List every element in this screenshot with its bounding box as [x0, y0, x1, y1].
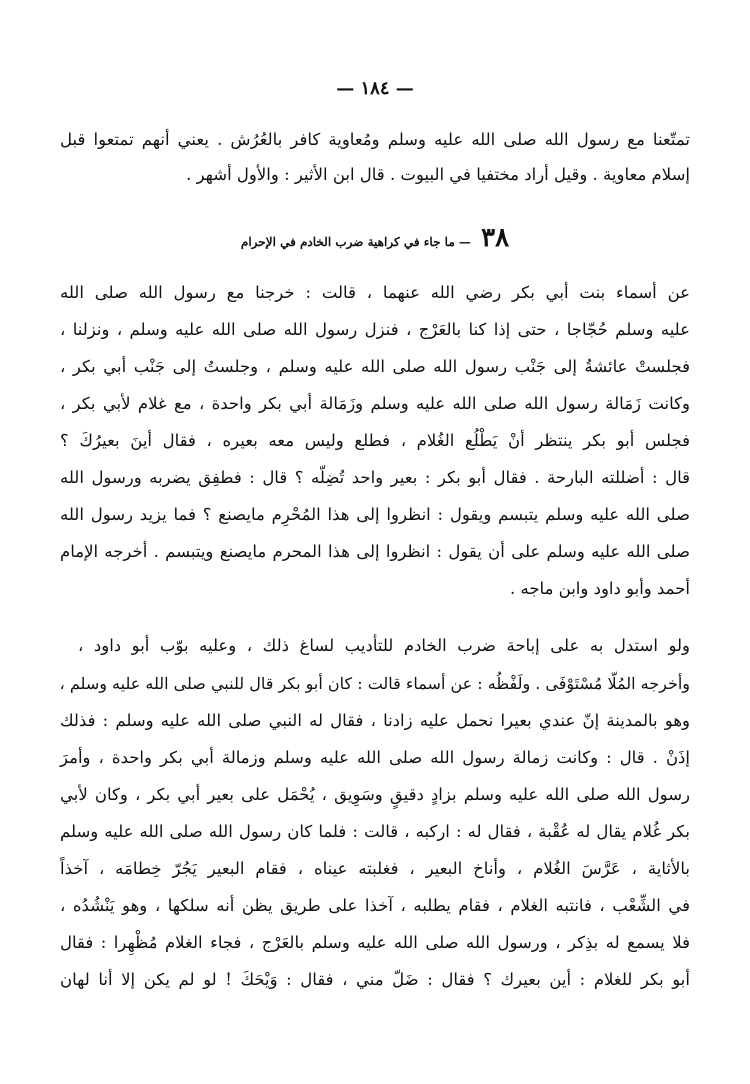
text-line: قال : أضللته البارحة . فقال أبو بكر : بعير واحد تُضِلّه ؟ قال : فطفِق يضربه ورسول الله	[60, 468, 690, 487]
section-title: — ما جاء في كراهية ضرب الخادم في الإحرام	[240, 235, 471, 249]
text-line: ولو استدل به على إباحة ضرب الخادم للتأديب لساغ ذلك ، وعليه بوّب أبو داود ،	[78, 636, 690, 655]
page-number: — ١٨٤ —	[336, 78, 414, 99]
text-line: تمتّعنا مع رسول الله صلى الله عليه وسلم ومُعاوية كافر بالعُرُش . يعني أنهم تمتعوا قبل	[60, 130, 690, 149]
text-line: وأخرجه المُلّا مُسْتَوْفَى . ولَفْظُه : عن أسماء قالت : كان أبو بكر قال للنبي صلى الله عليه وسلم ،	[59, 674, 690, 693]
text-line: رسول الله صلى الله عليه وسلم بزادٍ دقيقٍ وسَوِيق ، يُحْمَل على بعير أبي بكر ، وكان لأبي	[60, 785, 690, 804]
text-line: عليه وسلم حُجّاجا ، حتى إذا كنا بالعَرْج ، فنزل رسول الله صلى الله عليه وسلم ، ونزلنا ،	[60, 320, 690, 339]
section-heading	[0, 223, 750, 253]
text-line: أبو بكر للغلام : أين بعيرك ؟ فقال : ضَلّ مني ، فقال : وَيْحَكَ ! لو لم يكن إلا أنا لهان	[60, 970, 690, 989]
text-line: صلى الله عليه وسلم يتبسم ويقول : انظروا إلى هذا المُحْرِم مايصنع ؟ فما يزيد رسول الله	[60, 505, 690, 524]
text-line: في الشِّعْب ، فانتبه الغلام ، فقام يطلبه ، آخذا على طريق يظن أنه سلكها ، وهو يَنْشُدُه ،	[60, 896, 690, 915]
text-line: عن أسماء بنت أبي بكر رضي الله عنهما ، قالت : خرجنا مع رسول الله صلى الله	[60, 283, 690, 302]
text-line: وكانت زَمَالة رسول الله صلى الله عليه وسلم وزَمَالة أبي بكر واحدة ، مع غلام لأبي بكر ،	[60, 394, 690, 413]
text-line: إسلام معاوية . وقيل أراد مختفيا في البيوت . قال ابن الأثير : والأول أشهر .	[186, 165, 690, 184]
text-line: إذَنْ . قال : وكانت زمالة رسول الله صلى الله عليه وسلم وزمالة أبي بكر واحدة ، وأمرَ	[60, 748, 690, 767]
text-line: بالأثاية ، عَرَّسَ الغُلام ، وأناخ البعير ، فغلبته عيناه ، فقام البعير يَجُرّ خِطامَه ، آخذاً	[60, 859, 690, 878]
text-line: فلا يسمع له بذِكر ، ورسول الله صلى الله عليه وسلم بالعَرْج ، فجاء الغلام مُظْهِرا : فقال	[60, 933, 690, 952]
text-line: وهو بالمدينة إنّ عندي بعيرا نحمل عليه زادنا ، فقال له النبي صلى الله عليه وسلم : فذلك	[60, 711, 690, 730]
text-line: فجلستْ عائشةُ إلى جَنْب رسول الله صلى الله عليه وسلم ، وجلستُ إلى جَنْب أبي بكر ،	[60, 357, 690, 376]
text-line: بكر غُلام يقال له عُقْبة ، فقال له : اركبه ، قالت : فلما كان رسول الله صلى الله عليه وسلم	[60, 822, 690, 841]
section-number: ٣٨	[481, 223, 510, 253]
text-line: فجلس أبو بكر ينتظر أنْ يَطْلُع الغُلام ، فطلع وليس معه بعيره ، فقال أينَ بعيرُكَ ؟	[60, 431, 690, 450]
text-line: أحمد وأبو داود وابن ماجه .	[510, 579, 690, 598]
text-line: صلى الله عليه وسلم على أن يقول : انظروا إلى هذا المحرم مايصنع ويتبسم . أخرجه الإمام	[60, 542, 690, 561]
